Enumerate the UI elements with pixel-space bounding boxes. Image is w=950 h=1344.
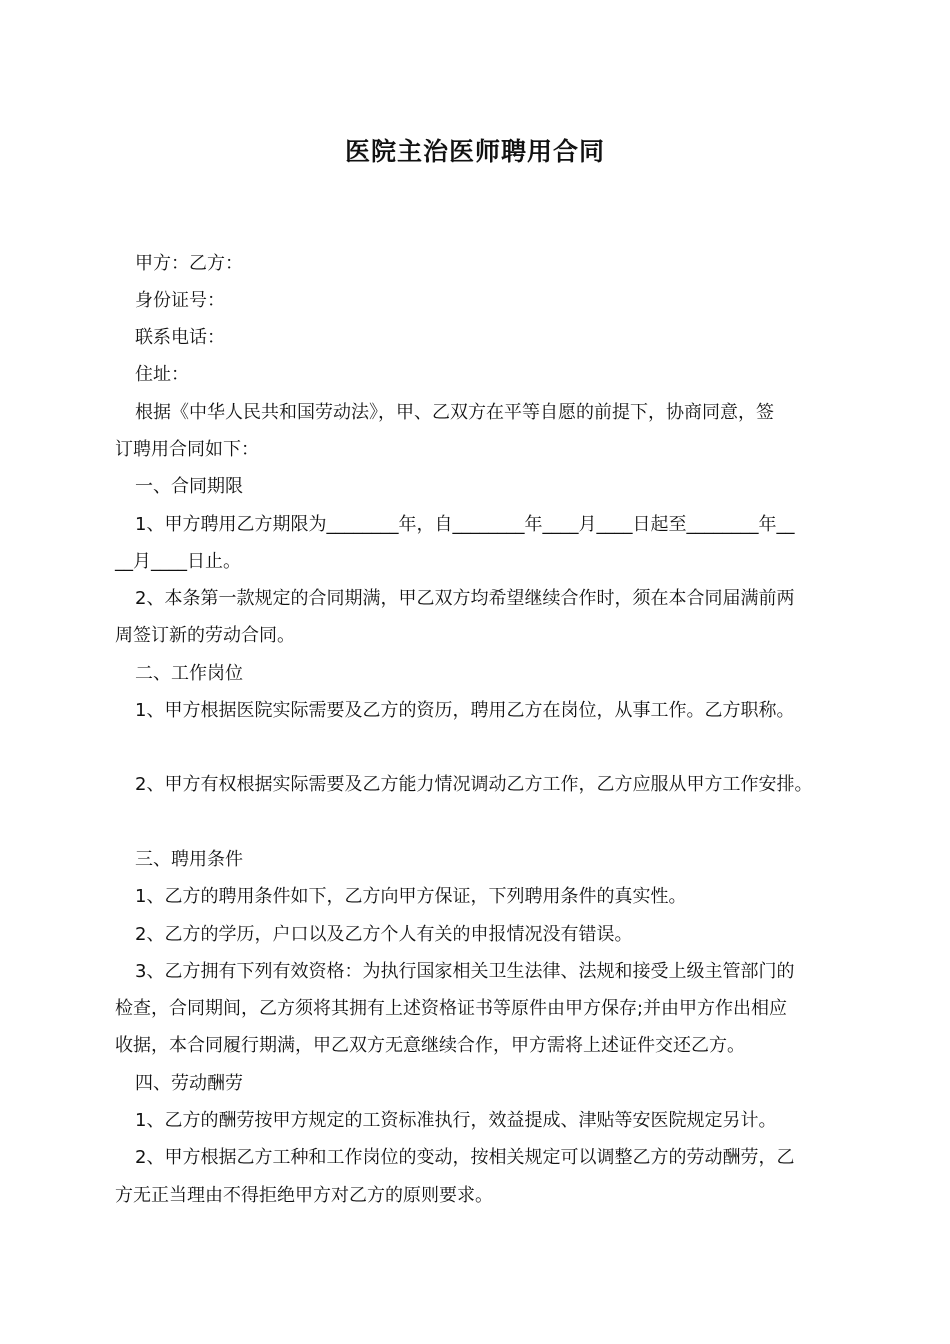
clause-line: __月____日止。: [115, 551, 241, 572]
clause-line: 2、甲方根据乙方工种和工作岗位的变动，按相关规定可以调整乙方的劳动酬劳，乙: [135, 1147, 795, 1168]
clause-line: 检查，合同期间，乙方须将其拥有上述资格证书等原件由甲方保存;并由甲方作出相应: [115, 998, 788, 1019]
clause-line: 收据，本合同履行期满，甲乙双方无意继续合作，甲方需将上述证件交还乙方。: [115, 1035, 745, 1056]
section-heading: 一、合同期限: [135, 476, 243, 497]
clause-line: 2、乙方的学历，户口以及乙方个人有关的申报情况没有错误。: [135, 924, 633, 945]
preamble-line: 根据《中华人民共和国劳动法》，甲、乙双方在平等自愿的前提下，协商同意，签: [135, 402, 774, 423]
party-line: 甲方：乙方：: [135, 253, 243, 274]
clause-line: 1、乙方的聘用条件如下，乙方向甲方保证，下列聘用条件的真实性。: [135, 886, 687, 907]
clause-line: 1、乙方的酬劳按甲方规定的工资标准执行，效益提成、津贴等安医院规定另计。: [135, 1110, 777, 1131]
address-line: 住址：: [135, 364, 189, 385]
document-title: 医院主治医师聘用合同: [344, 137, 605, 166]
clause-line: 2、甲方有权根据实际需要及乙方能力情况调动乙方工作，乙方应服从甲方工作安排。: [135, 774, 813, 795]
clause-line: 3、乙方拥有下列有效资格：为执行国家相关卫生法律、法规和接受上级主管部门的: [135, 961, 795, 982]
id-number-line: 身份证号：: [135, 290, 225, 311]
section-heading: 二、工作岗位: [135, 663, 243, 684]
phone-line: 联系电话：: [135, 327, 225, 348]
clause-line: 周签订新的劳动合同。: [115, 625, 295, 646]
clause-line: 方无正当理由不得拒绝甲方对乙方的原则要求。: [115, 1185, 493, 1206]
preamble-line: 订聘用合同如下：: [115, 439, 259, 460]
section-heading: 四、劳动酬劳: [135, 1073, 243, 1094]
section-heading: 三、聘用条件: [135, 849, 243, 870]
clause-line: 1、甲方聘用乙方期限为________年，自________年____月____日起至________年__: [135, 514, 795, 535]
clause-line: 1、甲方根据医院实际需要及乙方的资历，聘用乙方在岗位，从事工作。乙方职称。: [135, 700, 795, 721]
clause-line: 2、本条第一款规定的合同期满，甲乙双方均希望继续合作时，须在本合同届满前两: [135, 588, 795, 609]
